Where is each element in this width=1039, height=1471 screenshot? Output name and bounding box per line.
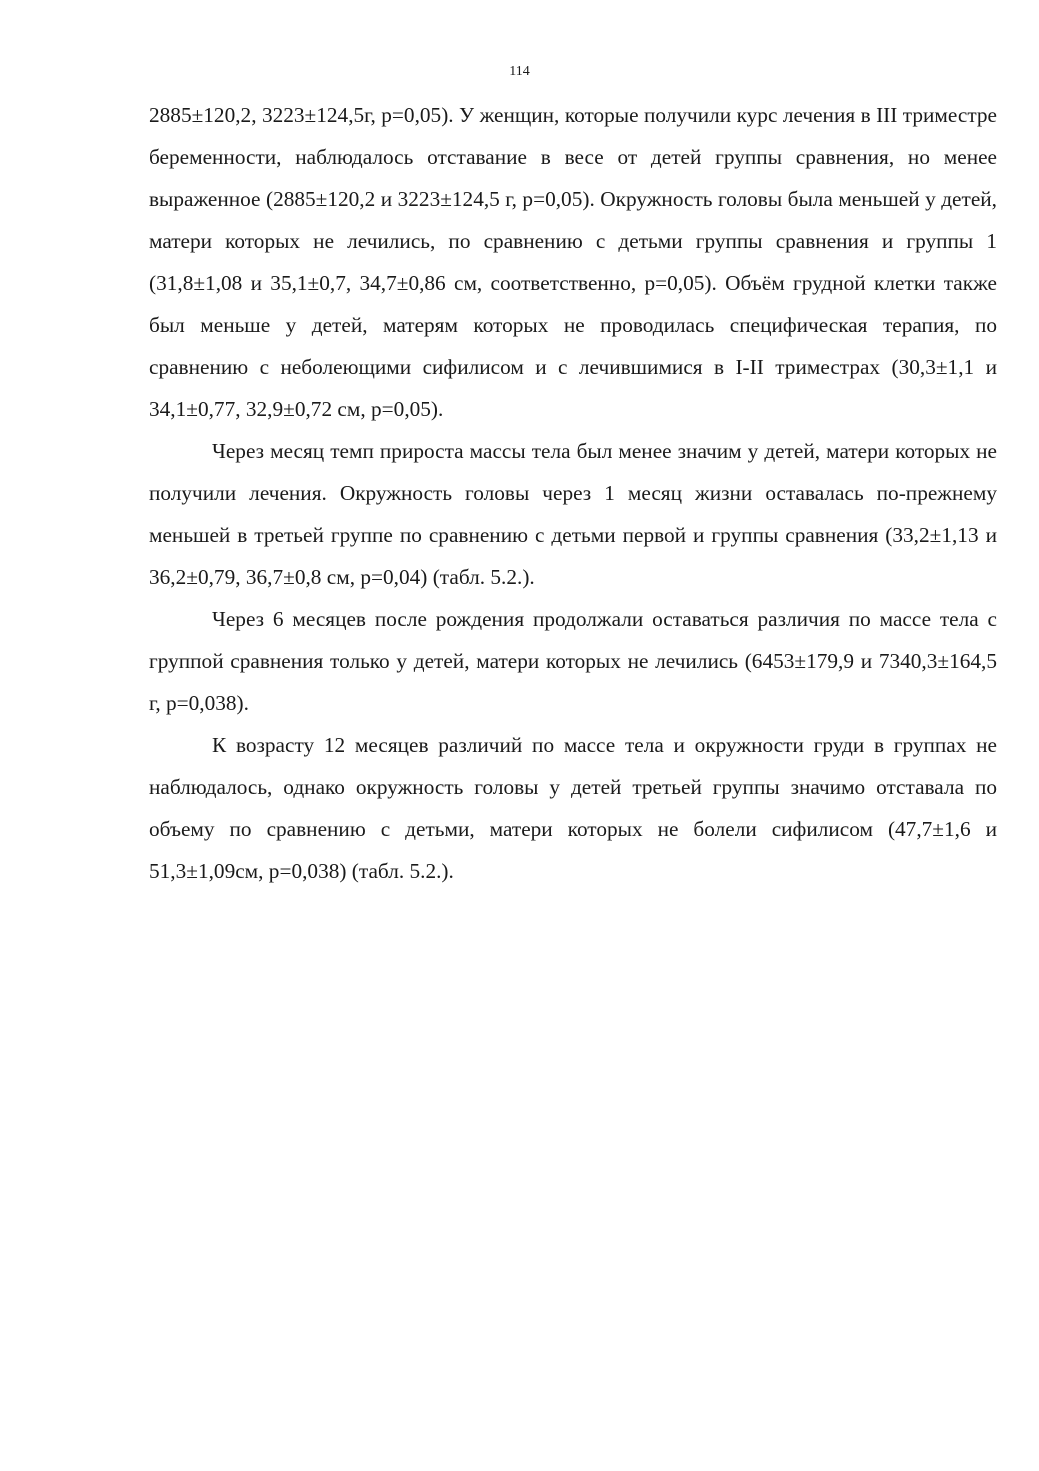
body-text [149,94,997,892]
paragraph-one-month: Через месяц темп прироста массы тела был менее значим у детей, матери которых не получили лечения. Окружность головы через 1 месяц жизни оставалась по-прежнему меньшей в третьей группе по сравнению с детьми первой и группы сравнения (33,2±1,13 и 36,2±0,79, 36,7±0,8 см, p=0,04) (табл. 5.2.). [149,439,997,589]
paragraph-twelve-months: К возрасту 12 месяцев различий по массе тела и окружности груди в группах не наблюдалось, однако окружность головы у детей третьей группы значимо отставала по объему по сравнению с детьми, матери которых не болели сифилисом (47,7±1,6 и 51,3±1,09см, p=0,038) (табл. 5.2.). [149,733,997,883]
page-number: 114 [509,64,530,79]
paragraph-continued: 2885±120,2, 3223±124,5г, p=0,05). У женщин, которые получили курс лечения в III триместре беременности, наблюдалось отставание в весе от детей группы сравнения, но менее выраженное (2885±120,2 и 3223±124,5 г, p=0,05). Окружность головы была меньшей у детей, матери которых не лечились, по сравнению с детьми группы сравнения и группы 1 (31,8±1,08 и 35,1±0,7, 34,7±0,86 см, соответственно, p=0,05). Объём грудной клетки также был меньше у детей, матерям которых не проводилась специфическая терапия, по сравнению с неболеющими сифилисом и с лечившимися в I-II триместрах (30,3±1,1 и 34,1±0,77, 32,9±0,72 см, p=0,05). [149,103,997,421]
paragraph-six-months: Через 6 месяцев после рождения продолжали оставаться различия по массе тела с группой сравнения только у детей, матери которых не лечились (6453±179,9 и 7340,3±164,5 г, p=0,038). [149,607,997,715]
